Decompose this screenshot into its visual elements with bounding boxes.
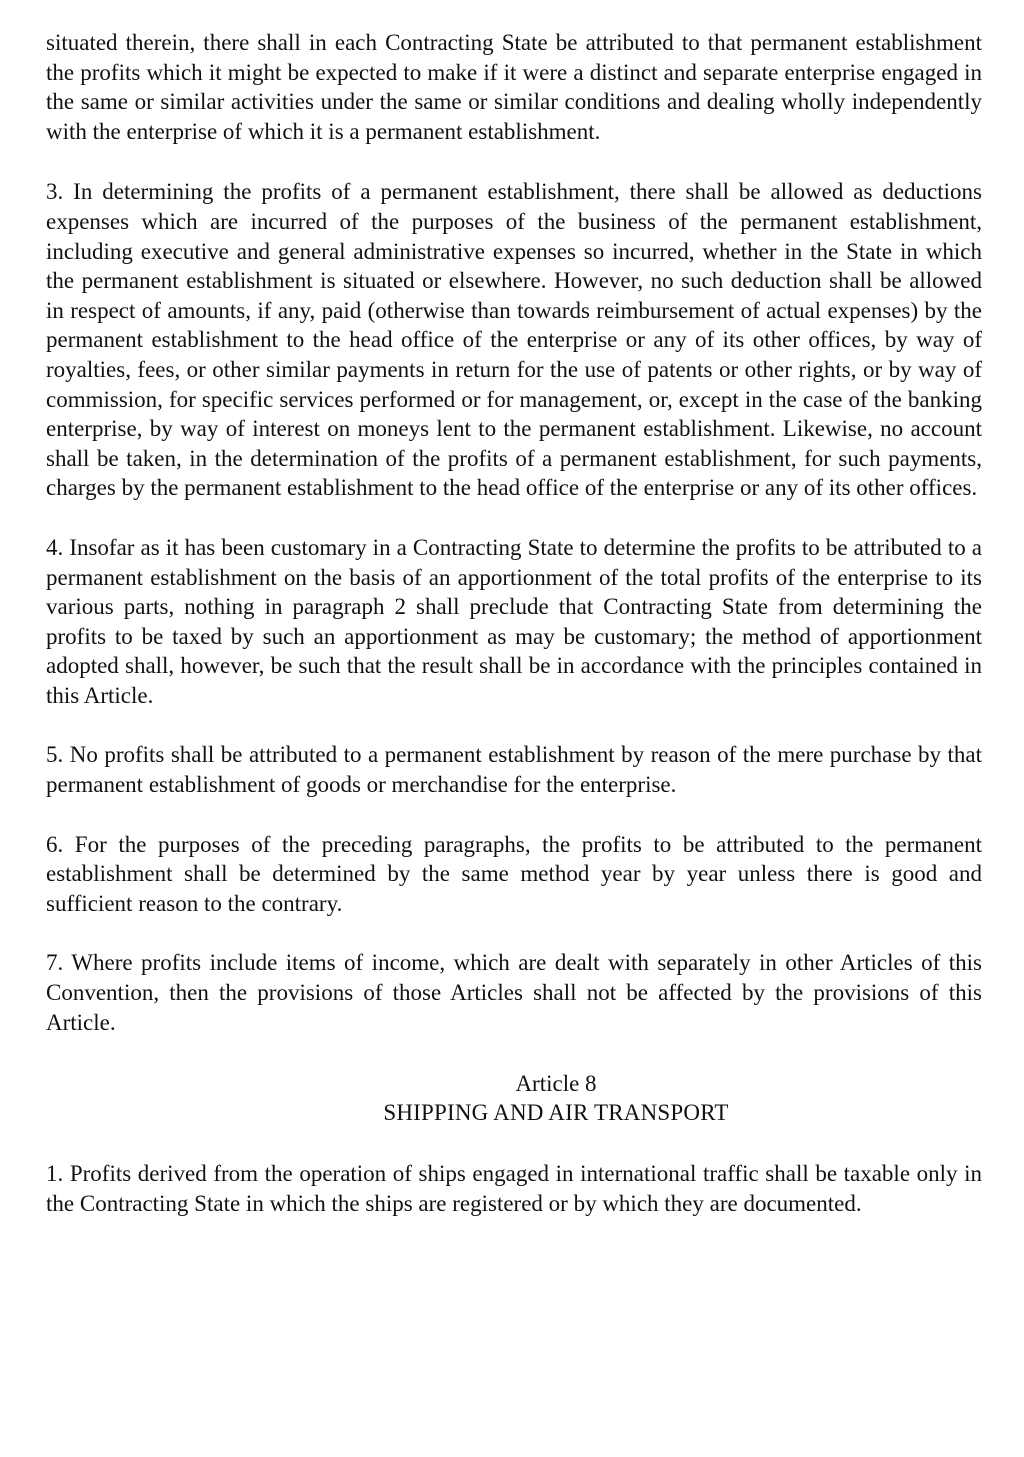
paragraph-3: 3. In determining the profits of a permanent establishment, there shall be allowed as deductions expenses which are incurred of the purposes of the business of the permanent establishment, including executive and general administrative expenses so incurred, whether in the State in which the permanent establishment is situated or elsewhere. However, no such deduction shall be allowed in respect of amounts, if any, paid (otherwise than towards reimbursement of actual expenses) by the permanent establishment to the head office of the enterprise or any of its other offices, by way of royalties, fees, or other similar payments in return for the use of patents or other rights, or by way of commission, for specific services performed or for management, or, except in the case of the banking enterprise, by way of interest on moneys lent to the permanent establishment. Likewise, no account shall be taken, in the determination of the profits of a permanent establishment, for such payments, charges by the permanent establishment to the head office of the enterprise or any of its other offices. xyxy=(46,179,982,501)
article-heading xyxy=(46,1069,982,1127)
document-page xyxy=(46,28,982,1218)
paragraph-7: 7. Where profits include items of income, which are dealt with separately in other Articles of this Convention, then the provisions of those Articles shall not be affected by the provisions of this Article. xyxy=(46,950,982,1035)
article-number: Article 8 xyxy=(515,1071,597,1097)
paragraph-6: 6. For the purposes of the preceding paragraphs, the profits to be attributed to the permanent establishment shall be determined by the same method year by year unless there is good and sufficient reason to the contrary. xyxy=(46,831,982,916)
article-title: SHIPPING AND AIR TRANSPORT xyxy=(383,1100,729,1126)
intro-paragraph: situated therein, there shall in each Contracting State be attributed to that permanent establishment the profits which it might be expected to make if it were a distinct and separate enterprise engaged in the same or similar activities under the same or similar conditions and dealing wholly independently with the enterprise of which it is a permanent establishment. xyxy=(46,30,982,144)
paragraph-4: 4. Insofar as it has been customary in a Contracting State to determine the profits to be attributed to a permanent establishment on the basis of an apportionment of the total profits of the enterprise to its various parts, nothing in paragraph 2 shall preclude that Contracting State from determining the profits to be taxed by such an apportionment as may be customary; the method of apportionment adopted shall, however, be such that the result shall be in accordance with the principles contained in this Article. xyxy=(46,534,982,708)
paragraph-5: 5. No profits shall be attributed to a permanent establishment by reason of the mere purchase by that permanent establishment of goods or merchandise for the enterprise. xyxy=(46,742,982,798)
article-8-paragraph-1: 1. Profits derived from the operation of ships engaged in international traffic shall be taxable only in the Contracting State in which the ships are registered or by which they are documented. xyxy=(46,1161,982,1216)
